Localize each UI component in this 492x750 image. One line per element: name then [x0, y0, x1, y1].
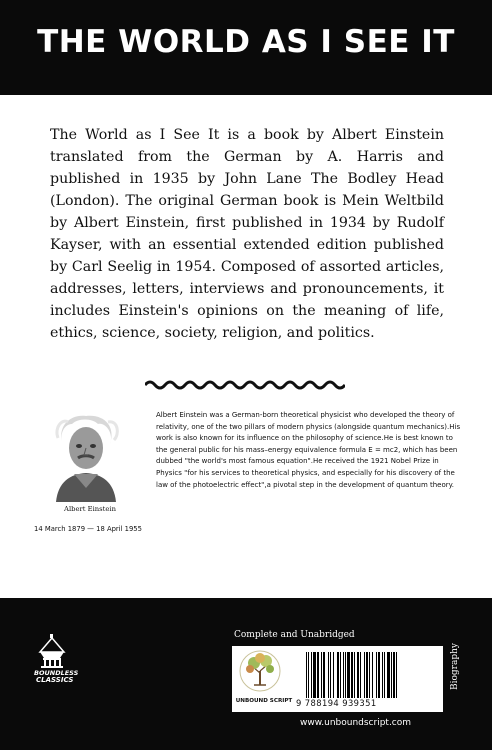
author-portrait — [48, 408, 124, 502]
author-bio: Albert Einstein was a German-born theoretical physicist who developed the theory of relativity, one of the two pillars of modern physics (alongside quantum mechanics).His work is also known for its influence on the philosophy of science.He is best known to the general public for his mass–energy equivalence formula E = mc2, which has been dubbed "the world's most famous equation".He received the 1921 Nobel Prize in Physics "for his services to theoretical physics, and especially for his discovery of the law of the photoelectric effect",a pivotal step in the development of quantum theory. — [156, 411, 461, 489]
genre-label: Biography — [450, 643, 460, 690]
isbn-barcode — [304, 652, 438, 698]
wave-divider — [145, 378, 345, 392]
author-name: Albert Einstein — [64, 505, 116, 513]
edition-label: Complete and Unabridged — [234, 630, 355, 640]
barcode-panel — [232, 646, 443, 712]
svg-text:BOUNDLESS: BOUNDLESS — [34, 669, 79, 677]
boundless-classics-logo — [30, 630, 86, 682]
author-dates: 14 March 1879 — 18 April 1955 — [34, 525, 142, 533]
book-description: The World as I See It is a book by Albert Einstein translated from the German by A. Harris and published in 1935 by John Lane The Bodley Head (London). The original German book is Mein Weltbild by Albert Einstein, first published in 1934 by Rudolf Kayser, with an essential extended edition published by Carl Seelig in 1954. Composed of assorted articles, addresses, letters, interviews and pronouncements, it includes Einstein's opinions on the meaning of life, ethics, science, society, religion, and politics. — [50, 127, 444, 341]
isbn-number: 9 788194 939351 — [296, 698, 377, 708]
book-title: THE WORLD AS I SEE IT — [37, 24, 455, 60]
svg-text:CLASSICS: CLASSICS — [36, 676, 74, 682]
publisher-website: www.unboundscript.com — [300, 718, 412, 728]
unbound-script-logo — [238, 649, 282, 693]
publisher-name: UNBOUND SCRIPT — [235, 698, 293, 704]
